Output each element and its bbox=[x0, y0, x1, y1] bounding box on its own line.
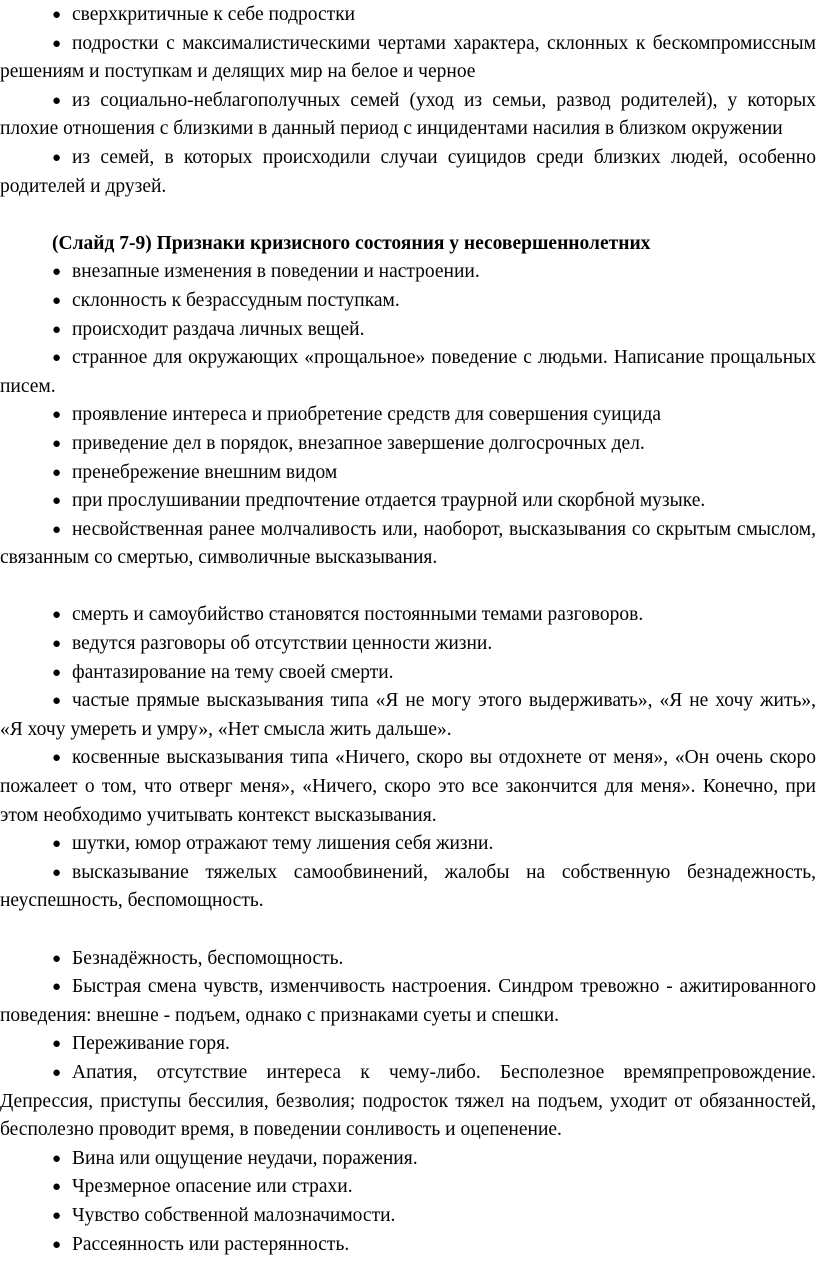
bullet-icon: ● bbox=[52, 521, 62, 538]
list-item: ● Безнадёжность, беспомощность. bbox=[0, 945, 816, 974]
bullet-icon: ● bbox=[52, 1179, 62, 1196]
verbal-signs-list bbox=[0, 601, 816, 916]
bullet-icon: ● bbox=[52, 321, 62, 338]
list-item: ● происходит раздача личных вещей. bbox=[0, 316, 816, 345]
list-item: ● косвенные высказывания типа «Ничего, скоро вы отдохнете от меня», «Он очень скоро пожалеет о том, что отверг меня», «Ничего, скоро это все закончится для меня». Конечно, при этом необходимо учитывать контекст высказывания. bbox=[0, 744, 816, 830]
bullet-icon: ● bbox=[52, 350, 62, 367]
section-heading: (Слайд 7-9) Признаки кризисного состояния у несовершеннолетних bbox=[52, 232, 651, 254]
list-item: ● Рассеянность или растерянность. bbox=[0, 1231, 816, 1260]
bullet-icon: ● bbox=[52, 1236, 62, 1253]
emotional-signs-list bbox=[0, 945, 816, 1260]
list-item: ● склонность к безрассудным поступкам. bbox=[0, 287, 816, 316]
risk-group-list bbox=[0, 1, 816, 201]
list-item: ● из семей, в которых происходили случаи суицидов среди близких людей, особенно родителей и друзей. bbox=[0, 144, 816, 201]
bullet-icon: ● bbox=[52, 836, 62, 853]
bullet-icon: ● bbox=[52, 1150, 62, 1167]
list-item: ● частые прямые высказывания типа «Я не могу этого выдерживать», «Я не хочу жить», «Я хочу умереть и умру», «Нет смысла жить дальше». bbox=[0, 687, 816, 744]
bullet-icon: ● bbox=[52, 264, 62, 281]
bullet-icon: ● bbox=[52, 979, 62, 996]
list-item: ● шутки, юмор отражают тему лишения себя жизни. bbox=[0, 830, 816, 859]
bullet-icon: ● bbox=[52, 435, 62, 452]
bullet-icon: ● bbox=[52, 464, 62, 481]
bullet-icon: ● bbox=[52, 35, 62, 52]
spacer bbox=[0, 916, 816, 945]
bullet-icon: ● bbox=[52, 636, 62, 653]
list-item: ● несвойственная ранее молчаливость или, наоборот, высказывания со скрытым смыслом, связанным со смертью, символичные высказывания. bbox=[0, 516, 816, 573]
list-item: ● Чрезмерное опасение или страхи. bbox=[0, 1173, 816, 1202]
bullet-icon: ● bbox=[52, 750, 62, 767]
bullet-icon: ● bbox=[52, 92, 62, 109]
bullet-icon: ● bbox=[52, 407, 62, 424]
crisis-signs-list bbox=[0, 258, 816, 573]
bullet-icon: ● bbox=[52, 149, 62, 166]
spacer bbox=[0, 201, 816, 230]
bullet-icon: ● bbox=[52, 607, 62, 624]
bullet-icon: ● bbox=[52, 1036, 62, 1053]
list-item: ● Вина или ощущение неудачи, поражения. bbox=[0, 1145, 816, 1174]
list-item: ● Чувство собственной малозначимости. bbox=[0, 1202, 816, 1231]
spacer bbox=[0, 573, 816, 602]
list-item: ● приведение дел в порядок, внезапное завершение долгосрочных дел. bbox=[0, 430, 816, 459]
list-item: ● Быстрая смена чувств, изменчивость настроения. Синдром тревожно - ажитированного поведения: внешне - подъем, однако с признаками суеты и спешки. bbox=[0, 973, 816, 1030]
bullet-icon: ● bbox=[52, 864, 62, 881]
bullet-icon: ● bbox=[52, 292, 62, 309]
bullet-icon: ● bbox=[52, 7, 62, 23]
list-item: ● ведутся разговоры об отсутствии ценности жизни. bbox=[0, 630, 816, 659]
list-item: ● высказывание тяжелых самообвинений, жалобы на собственную безнадежность, неуспешность, беспомощность. bbox=[0, 859, 816, 916]
list-item: ● из социально-неблагополучных семей (уход из семьи, развод родителей), у которых плохие отношения с близкими в данный период с инцидентами насилия в близком окружении bbox=[0, 87, 816, 144]
list-item: ● подростки с максималистическими чертами характера, склонных к бескомпромиссным решениям и поступкам и делящих мир на белое и черное bbox=[0, 30, 816, 87]
list-item: ● пренебрежение внешним видом bbox=[0, 459, 816, 488]
bullet-icon: ● bbox=[52, 1064, 62, 1081]
list-item: ● странное для окружающих «прощальное» поведение с людьми. Написание прощальных писем. bbox=[0, 344, 816, 401]
list-item: ● при прослушивании предпочтение отдается траурной или скорбной музыке. bbox=[0, 487, 816, 516]
bullet-icon: ● bbox=[52, 664, 62, 681]
bullet-icon: ● bbox=[52, 693, 62, 710]
list-item: ● Апатия, отсутствие интереса к чему-либо. Бесполезное времяпрепровождение. Депрессия, приступы бессилия, безволия; подросток тяжел на подъем, уходит от обязанностей, бесполезно проводит время, в поведении сонливость и оцепенение. bbox=[0, 1059, 816, 1145]
list-item: ● Переживание горя. bbox=[0, 1030, 816, 1059]
bullet-icon: ● bbox=[52, 493, 62, 510]
list-item: ● фантазирование на тему своей смерти. bbox=[0, 659, 816, 688]
bullet-icon: ● bbox=[52, 1207, 62, 1224]
list-item: ● проявление интереса и приобретение средств для совершения суицида bbox=[0, 401, 816, 430]
list-item: ● смерть и самоубийство становятся постоянными темами разговоров. bbox=[0, 601, 816, 630]
list-item: ● сверхкритичные к себе подростки bbox=[0, 1, 816, 30]
bullet-icon: ● bbox=[52, 950, 62, 967]
list-item: ● внезапные изменения в поведении и настроении. bbox=[0, 258, 816, 287]
